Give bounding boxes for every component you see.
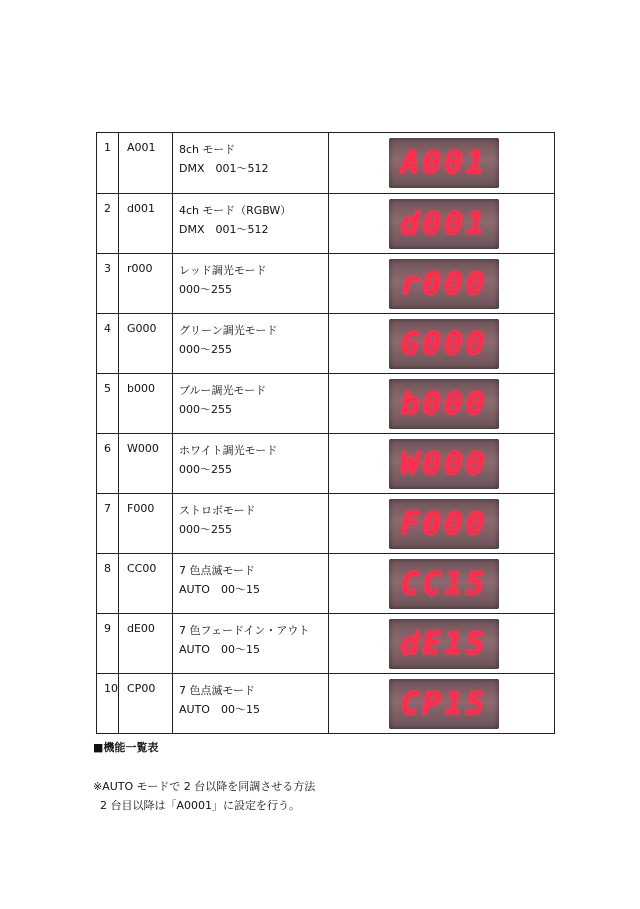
display-photo-cell (329, 194, 555, 254)
mode-name: レッド調光モード (179, 264, 267, 277)
table-row (97, 194, 555, 254)
auto-sync-note-title: ※AUTO モードで 2 台以降を同調させる方法 (93, 780, 316, 793)
mode-name: ブルー調光モード (179, 384, 267, 397)
led-display-readout: dE15 (400, 626, 488, 662)
display-photo-cell (329, 614, 555, 674)
led-display-readout: F000 (400, 506, 488, 542)
mode-description (173, 614, 329, 674)
mode-description (173, 314, 329, 374)
mode-range: 000～255 (179, 403, 232, 416)
led-display (389, 138, 499, 188)
row-number: 5 (97, 374, 119, 434)
mode-code: G000 (119, 314, 173, 374)
mode-name: 7 色フェードイン・アウト (179, 624, 310, 637)
led-display (389, 619, 499, 669)
led-display-readout: r000 (400, 266, 488, 302)
display-photo-cell (329, 254, 555, 314)
table-row (97, 434, 555, 494)
mode-description (173, 374, 329, 434)
display-photo-cell (329, 314, 555, 374)
mode-description (173, 554, 329, 614)
display-photo-cell (329, 434, 555, 494)
row-number: 10 (97, 674, 119, 734)
mode-code: d001 (119, 194, 173, 254)
mode-name: グリーン調光モード (179, 324, 278, 337)
mode-range: AUTO 00～15 (179, 583, 260, 596)
mode-name: ホワイト調光モード (179, 444, 278, 457)
row-number: 7 (97, 494, 119, 554)
mode-description (173, 434, 329, 494)
mode-code: b000 (119, 374, 173, 434)
mode-code: CC00 (119, 554, 173, 614)
mode-code: CP00 (119, 674, 173, 734)
table-row (97, 254, 555, 314)
table-row (97, 614, 555, 674)
mode-range: 000～255 (179, 523, 232, 536)
mode-description (173, 674, 329, 734)
led-display (389, 559, 499, 609)
mode-description (173, 133, 329, 194)
row-number: 6 (97, 434, 119, 494)
mode-range: 000～255 (179, 283, 232, 296)
table-row (97, 674, 555, 734)
table-row (97, 494, 555, 554)
mode-code: W000 (119, 434, 173, 494)
row-number: 1 (97, 133, 119, 194)
table-row (97, 133, 555, 194)
function-table (96, 132, 555, 734)
mode-code: dE00 (119, 614, 173, 674)
mode-name: ストロボモード (179, 504, 256, 517)
mode-range: AUTO 00～15 (179, 703, 260, 716)
led-display (389, 499, 499, 549)
mode-name: 7 色点滅モード (179, 564, 256, 577)
mode-name: 8ch モード (179, 143, 236, 156)
led-display-readout: b000 (400, 386, 488, 422)
table-caption: ■機能一覧表 (93, 741, 159, 754)
led-display-readout: d001 (400, 206, 488, 242)
led-display-readout: W000 (400, 446, 488, 482)
mode-description (173, 194, 329, 254)
display-photo-cell (329, 554, 555, 614)
mode-code: F000 (119, 494, 173, 554)
mode-range: 000～255 (179, 463, 232, 476)
led-display-readout: A001 (400, 145, 488, 181)
led-display-readout: CP15 (400, 686, 488, 722)
row-number: 4 (97, 314, 119, 374)
table-row (97, 314, 555, 374)
function-table-body (97, 133, 555, 734)
display-photo-cell (329, 374, 555, 434)
mode-name: 7 色点滅モード (179, 684, 256, 697)
row-number: 9 (97, 614, 119, 674)
display-photo-cell (329, 674, 555, 734)
table-row (97, 554, 555, 614)
mode-description (173, 494, 329, 554)
mode-range: AUTO 00～15 (179, 643, 260, 656)
led-display (389, 379, 499, 429)
led-display (389, 439, 499, 489)
led-display (389, 679, 499, 729)
led-display-readout: G000 (400, 326, 488, 362)
led-display (389, 319, 499, 369)
row-number: 2 (97, 194, 119, 254)
mode-code: r000 (119, 254, 173, 314)
row-number: 8 (97, 554, 119, 614)
led-display (389, 259, 499, 309)
auto-sync-note-body: 2 台目以降は「A0001」に設定を行う。 (100, 799, 301, 812)
mode-name: 4ch モード（RGBW） (179, 204, 292, 217)
row-number: 3 (97, 254, 119, 314)
display-photo-cell (329, 494, 555, 554)
mode-code: A001 (119, 133, 173, 194)
led-display (389, 199, 499, 249)
mode-description (173, 254, 329, 314)
mode-range: DMX 001～512 (179, 223, 269, 236)
led-display-readout: CC15 (400, 566, 488, 602)
table-row (97, 374, 555, 434)
display-photo-cell (329, 133, 555, 194)
mode-range: 000～255 (179, 343, 232, 356)
mode-range: DMX 001～512 (179, 162, 269, 175)
